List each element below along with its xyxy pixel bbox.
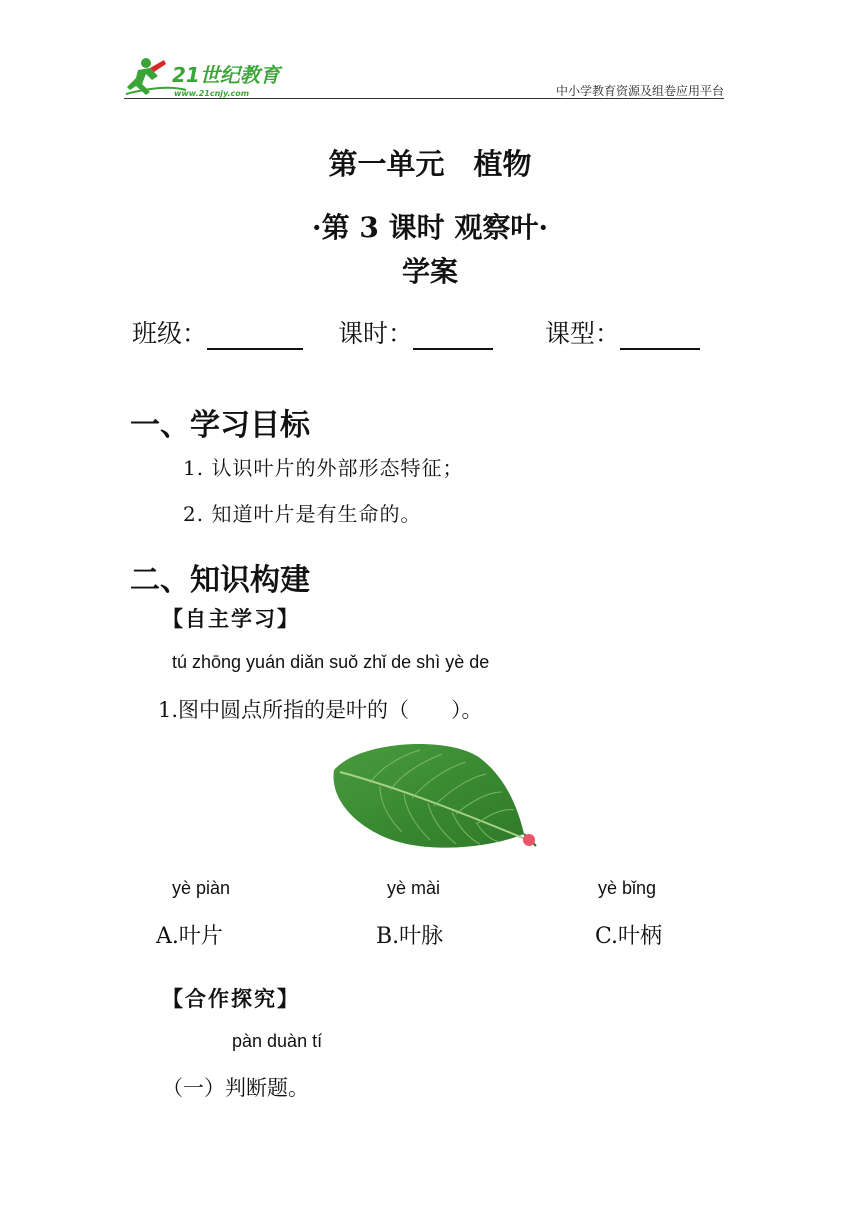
period-blank[interactable]	[413, 322, 493, 350]
lesson-type-label: 课型：	[545, 319, 621, 348]
option-b-pinyin: yè mài	[387, 878, 441, 898]
period-label: 课时：	[338, 319, 414, 348]
section-heading-knowledge: 二、知识构建	[130, 563, 310, 598]
header-right-text: 中小学教育资源及组卷应用平台	[555, 84, 724, 98]
period-field	[338, 314, 493, 350]
logo-text: 21世纪教育	[172, 63, 280, 87]
site-logo	[124, 54, 284, 100]
lesson-type-blank[interactable]	[620, 322, 700, 350]
lesson-type-field	[545, 314, 700, 350]
question1-pinyin: tú zhōng yuán diǎn suǒ zhǐ de shì yè de	[172, 652, 490, 672]
question1-text: 1.图中圆点所指的是叶的（ ）。	[158, 698, 483, 722]
lesson-title: ·第 3 课时 观察叶·	[311, 211, 549, 244]
class-label: 班级：	[132, 319, 208, 348]
class-field	[132, 314, 303, 350]
unit-title: 第一单元 植物	[328, 147, 532, 181]
petiole-dot-marker	[523, 834, 535, 846]
cooperative-inquiry-heading: 【合作探究】	[162, 987, 300, 1011]
class-blank[interactable]	[207, 322, 303, 350]
option-a-pinyin: yè piàn	[172, 878, 231, 898]
option-c-pinyin: yè bǐng	[598, 878, 657, 898]
self-study-heading: 【自主学习】	[162, 607, 300, 631]
goal-item-1: 1. 认识叶片的外部形态特征；	[183, 456, 464, 480]
doc-type-title: 学案	[401, 255, 458, 288]
leaf-image	[330, 738, 542, 856]
option-b: B.叶脉	[376, 924, 444, 949]
goal-item-2: 2. 知道叶片是有生命的。	[183, 502, 422, 526]
judge-pinyin: pàn duàn tí	[232, 1031, 323, 1051]
section-heading-goals: 一、学习目标	[130, 408, 310, 443]
option-a: A.叶片	[156, 924, 223, 949]
judge-heading: （一）判断题。	[162, 1076, 309, 1100]
logo-url: www.21cnjy.com	[174, 89, 250, 98]
option-c: C.叶柄	[595, 924, 663, 949]
